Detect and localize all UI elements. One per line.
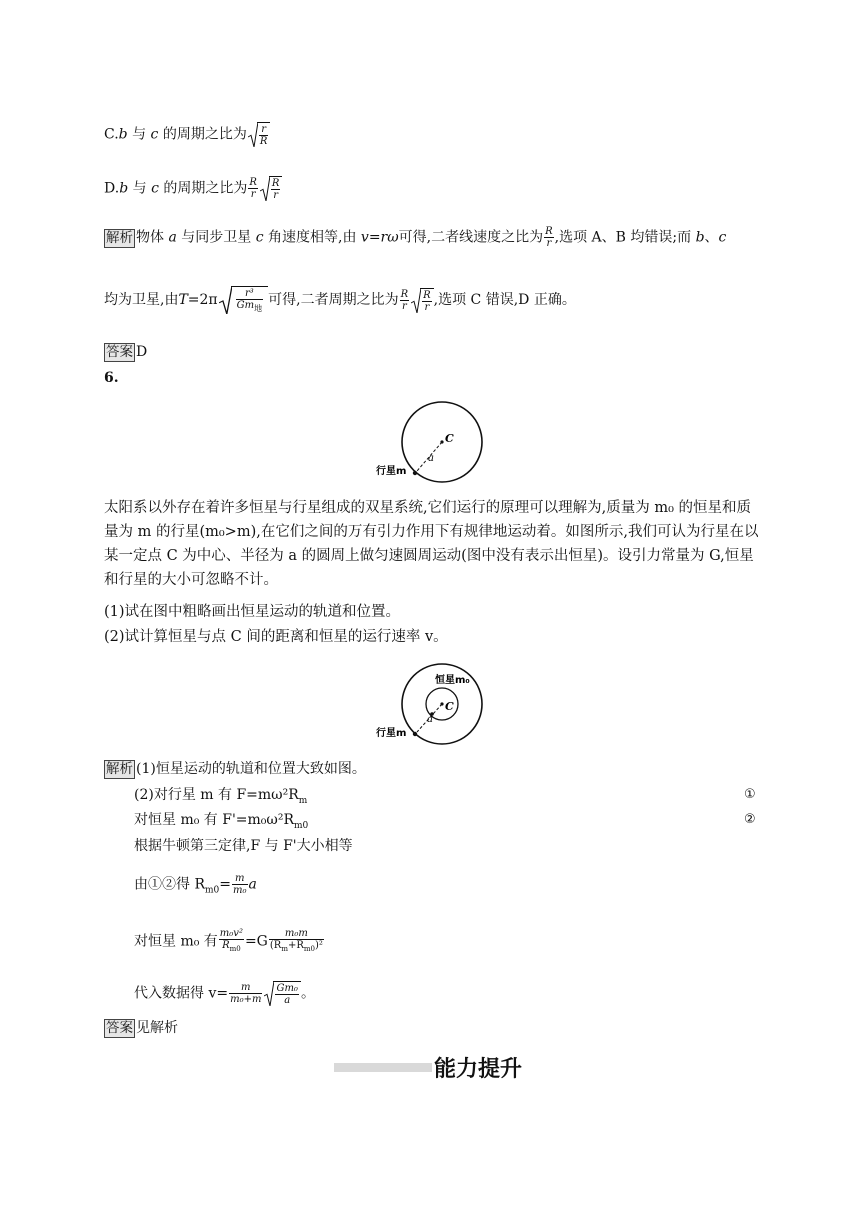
- q5-analysis-line2: 均为卫星,由T=2π $\frac{\text{r³}}{Gm_地}$ 可得,二者周期之比为 $\frac{R}{r}$ $\frac{R}{r}$ ,选项 C 错误,D 正确。: [104, 288, 576, 313]
- equation-mark-1: ①: [744, 787, 756, 802]
- center-label: C: [445, 700, 454, 713]
- answer-tag: 答案: [106, 344, 133, 360]
- answer-tag: 答案: [106, 1020, 133, 1036]
- analysis-tag: 解析: [106, 761, 133, 777]
- q6-analysis-line2: (2)对行星 m 有 $F=m\omega^2R_m$: [134, 787, 308, 806]
- q6-analysis-line3: 对恒星 m₀ 有 $F'=m_0\omega^2R_{m0}$: [134, 812, 309, 831]
- radius-label: a: [428, 453, 434, 464]
- option-c: C.b 与 c 的周期之比为 $\frac{r}{R}$: [104, 122, 270, 147]
- planet-label: 行星m: [376, 466, 407, 477]
- q5-analysis-line1: 解析 物体 a 与同步卫星 c 角速度相等,由 v=rω可得,二者线速度之比为 $\frac{R}{r}$ ,选项 A、B 均错误;而 b、c: [106, 226, 727, 249]
- q6-analysis-line6: 对恒星 m₀ 有 $\frac{\text{m₀v²}}{R_{m0}}$ =G $\frac{\text{m₀m}}{(R_m+R_{m0})^2}$: [134, 928, 323, 953]
- analysis-tag: 解析: [106, 229, 133, 246]
- planet-dot: [413, 471, 417, 475]
- center-label: C: [445, 432, 454, 445]
- q6-analysis-line7: 代入数据得 v= $\frac{m}{\text{m₀+m}}$ $\frac{\text{Gm₀}}{a}$ 。: [134, 982, 315, 1006]
- q6-answer: 答案 见解析: [106, 1020, 178, 1036]
- orbit-figure-2: [370, 660, 490, 746]
- star-label: 恒星m₀: [435, 675, 470, 686]
- option-d: D.b 与 c 的周期之比为 $\frac{R}{r}$ $\frac{R}{r}$: [104, 176, 282, 201]
- section-title: 能力提升: [434, 1057, 523, 1082]
- q6-analysis-line4: 根据牛顿第三定律,F 与 F'大小相等: [134, 838, 353, 854]
- q6-text: 太阳系以外存在着许多恒星与行星组成的双星系统,它们运行的原理可以理解为,质量为 m₀ 的恒星和质量为 m 的行星(m₀>m),在它们之间的万有引力作用下有规律地运动着。如图所示,我们可认为行星在以某一定点 C 为中心、半径为 a 的圆周上做匀速圆周运动(图中没有表示出恒星)。设引力常量为 G,恒星和行星的大小可忽略不计。: [104, 500, 759, 588]
- q6-analysis-line5: 由①②得 $R_{m0}=$ $\frac{m}{\text{m₀}}$ a: [134, 873, 257, 896]
- q6-sub1: (1)试在图中粗略画出恒星运动的轨道和位置。: [104, 604, 401, 620]
- radius-label: a: [427, 714, 433, 725]
- sqrt-symbol: $\frac{r}{R}$: [248, 122, 271, 147]
- section-decor-bar: [334, 1063, 432, 1072]
- planet-dot: [413, 732, 417, 736]
- q6-number: 6.: [104, 370, 119, 386]
- planet-label: 行星m: [376, 728, 407, 739]
- q5-answer: 答案 D: [106, 344, 148, 360]
- q6-analysis-line1: 解析 (1)恒星运动的轨道和位置大致如图。: [106, 761, 366, 777]
- orbit-figure-1: [370, 398, 490, 492]
- q6-sub2: (2)试计算恒星与点 C 间的距离和恒星的运行速率 v。: [104, 629, 448, 645]
- equation-mark-2: ②: [744, 812, 756, 827]
